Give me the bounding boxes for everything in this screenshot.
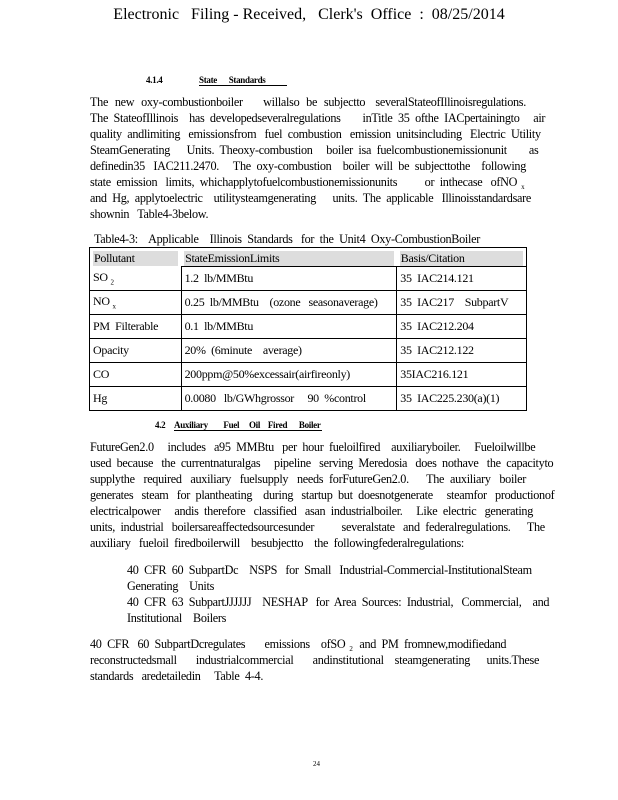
text-line: The StateofIllinois has developedseveralregulations inTitle 35 ofthe IACpertainingto air [90, 111, 546, 125]
limit: 0.0080 lb/GWhgrossor 90 %control [181, 387, 397, 411]
section-title: Auxiliary Fuel Oil Fired Boiler [174, 420, 321, 430]
page-number: 24 [313, 760, 320, 768]
limit: 200ppm@50%excessair(airfireonly) [181, 363, 397, 387]
subscript: x [521, 183, 525, 191]
citation: 35 IAC214.121 [400, 271, 474, 285]
table-row [90, 363, 527, 387]
text-line: The new oxy-combustionboiler willalso be subjectto severalStateofIllinoisregulations. [90, 95, 526, 109]
list-item-cont: Institutional Boilers [127, 611, 227, 625]
text-line: electricalpower andis therefore classified asan industrialboiler. Like electric generating [90, 504, 534, 518]
text-line: state emission limits, whichapplytofuelcombustionemissionunits or inthecase ofNO [90, 175, 518, 189]
subscript: 2 [110, 278, 114, 287]
text-line: shownin Table4-3below. [90, 207, 209, 221]
citation: 35 IAC212.122 [397, 339, 527, 363]
pollutant: PM Filterable [90, 315, 182, 339]
subscript: x [112, 302, 116, 311]
table-row [90, 387, 527, 411]
list-item-cont: Generating Units [127, 579, 215, 593]
subscript: 2 [349, 645, 353, 653]
section-number: 4.1.4 [146, 75, 163, 85]
text-line: 40 CFR 60 SubpartDcregulates emissions ofSO [90, 637, 346, 651]
citation: 35IAC216.121 [397, 363, 527, 387]
citation: 35 IAC212.204 [397, 315, 527, 339]
text-line: reconstructedsmall industrialcommercial andinstitutional steamgenerating units.These [90, 653, 540, 667]
text-line: SteamGenerating Units. Theoxy-combustion boiler isa fuelcombustionemissionunit as [90, 143, 539, 157]
table-row [90, 315, 527, 339]
text-line: standards aredetailedin Table 4-4. [90, 669, 264, 683]
pollutant: Hg [90, 387, 182, 411]
table-header-row [90, 248, 527, 267]
pollutant: SO [93, 270, 108, 285]
text-line: used because the currentnaturalgas pipeline serving Meredosia does nothave the capacityto [90, 456, 554, 470]
citation: 35 IAC217 SubpartV [397, 291, 527, 315]
table-row [90, 339, 527, 363]
text-line: and PM fromnew,modifiedand [356, 637, 507, 651]
text-line: quality andlimiting emissionsfrom fuel combustion emission unitsincluding Electric Utility [90, 127, 541, 141]
column-header: Basis/Citation [400, 251, 523, 266]
list-item: 40 CFR 60 SubpartDc NSPS for Small Industrial-Commercial-InstitutionalSteam [127, 563, 532, 577]
limit: 1.2 lb/MMBtu [184, 271, 254, 285]
text-line: definedin35 IAC211.2470. The oxy-combustion boiler will be subjecttothe following [90, 159, 526, 173]
standards-table [89, 247, 527, 411]
text-line: FutureGen2.0 includes a95 MMBtu per hour fueloilfired auxiliaryboiler. Fueloilwillbe [90, 440, 536, 454]
filing-header: Electronic Filing - Received, Clerk's Office : 08/25/2014 [113, 6, 505, 23]
list-item: 40 CFR 63 SubpartJJJJJJ NESHAP for Area Sources: Industrial, Commercial, and [127, 595, 550, 609]
text-line: auxiliary fueloil firedboilerwill besubjectto the followingfederalregulations: [90, 536, 464, 550]
section-title: State Standards [199, 75, 287, 86]
column-header: Pollutant [93, 251, 178, 266]
table-caption: Table4-3: Applicable Illinois Standards for the Unit4 Oxy-CombustionBoiler [94, 232, 480, 246]
table-row [90, 267, 527, 291]
pollutant: CO [90, 363, 182, 387]
limit: 0.1 lb/MMBtu [181, 315, 397, 339]
pollutant: Opacity [90, 339, 182, 363]
citation: 35 IAC225.230(a)(1) [397, 387, 527, 411]
table-row [90, 291, 527, 315]
limit: 0.25 lb/MMBtu (ozone seasonaverage) [181, 291, 397, 315]
limit: 20% (6minute average) [181, 339, 397, 363]
text-line: supplythe required auxiliary fuelsupply needs forFutureGen2.0. The auxiliary boiler [90, 472, 526, 486]
text-line: and Hg, applytoelectric utilitysteamgenerating units. The applicable Illinoisstandardsare [90, 191, 532, 205]
text-line: units, industrial boilersareaffectedsourcesunder severalstate and federalregulations. The [90, 520, 545, 534]
section-number: 4.2 [155, 420, 166, 430]
column-header: StateEmissionLimits [184, 251, 394, 266]
pollutant: NO [93, 294, 110, 309]
text-line: generates steam for plantheating during startup but doesnotgenerate steamfor productionof [90, 488, 555, 502]
